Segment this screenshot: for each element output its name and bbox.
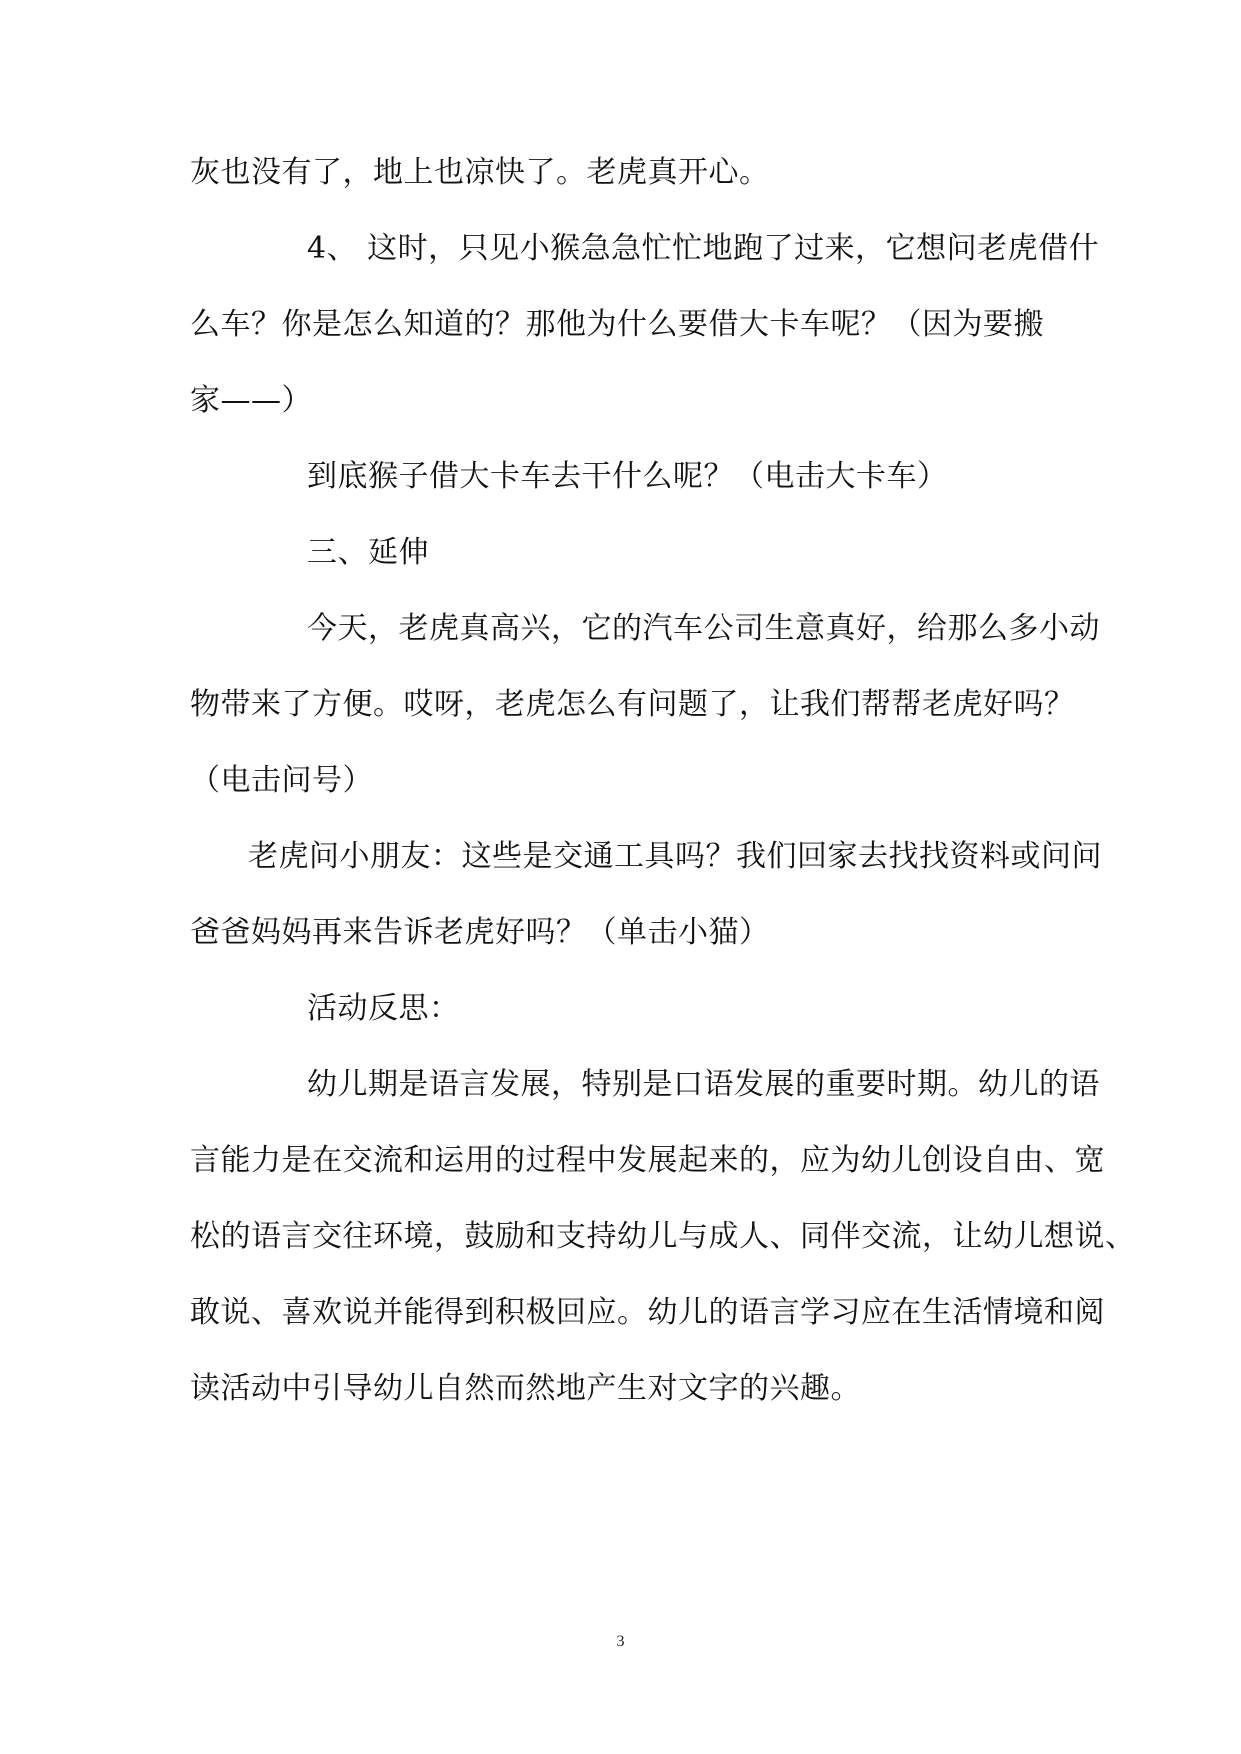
page-number: 3 [616, 1633, 625, 1650]
text-line: （电击问号） [190, 763, 373, 798]
text-line: 言能力是在交流和运用的过程中发展起来的，应为幼儿创设自由、宽 [190, 1143, 1105, 1178]
text-line: 敢说、喜欢说并能得到积极回应。幼儿的语言学习应在生活情境和阅 [190, 1295, 1105, 1330]
text-line: 松的语言交往环境，鼓励和支持幼儿与成人、同伴交流，让幼儿想说、 [190, 1219, 1136, 1254]
text-line: 到底猴子借大卡车去干什么呢？（电击大卡车） [307, 459, 948, 494]
body-text [190, 135, 1136, 1427]
text-line: 灰也没有了，地上也凉快了。老虎真开心。 [190, 155, 770, 190]
text-line: 幼儿期是语言发展，特别是口语发展的重要时期。幼儿的语 [307, 1067, 1100, 1102]
text-line: 读活动中引导幼儿自然而然地产生对文字的兴趣。 [190, 1371, 861, 1406]
text-line: 老虎问小朋友：这些是交通工具吗？我们回家去找找资料或问问 [248, 839, 1102, 874]
text-line: 今天，老虎真高兴，它的汽车公司生意真好，给那么多小动 [307, 611, 1100, 646]
text-line: 么车？你是怎么知道的？那他为什么要借大卡车呢？（因为要搬 [190, 307, 1044, 342]
text-line: 4、 这时，只见小猴急急忙忙地跑了过来，它想问老虎借什 [307, 231, 1100, 266]
section-heading: 活动反思： [307, 991, 460, 1026]
text-line: 爸爸妈妈再来告诉老虎好吗？（单击小猫） [190, 915, 770, 950]
text-line: 物带来了方便。哎呀，老虎怎么有问题了，让我们帮帮老虎好吗？ [190, 687, 1075, 722]
text-line: 家——） [190, 383, 312, 418]
section-heading: 三、延伸 [307, 535, 429, 570]
